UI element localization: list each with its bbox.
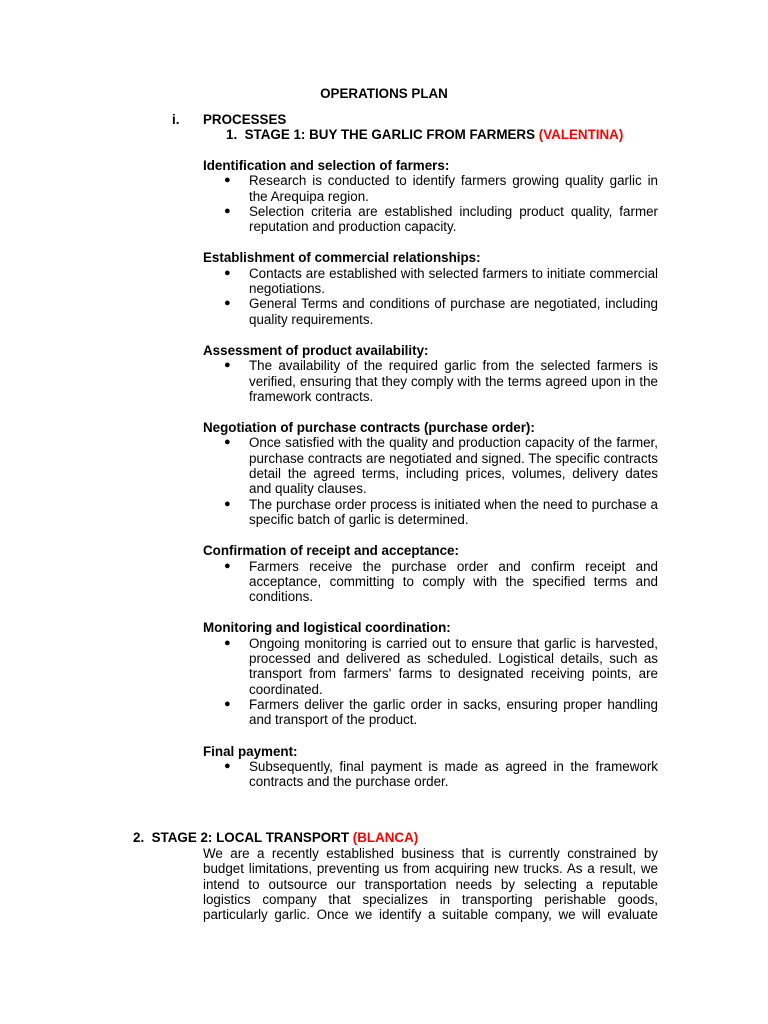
list-item: ● Research is conducted to identify farmers growing quality garlic in the Arequipa region. [224, 173, 658, 204]
stage-2-label: STAGE 2: LOCAL TRANSPORT [151, 830, 350, 845]
stage-1-owner: (VALENTINA) [538, 127, 624, 142]
list-item: ● Subsequently, final payment is made as agreed in the framework contracts and the purchase order. [224, 758, 658, 790]
stage-2-owner: (BLANCA) [352, 830, 419, 845]
bullet-list [203, 636, 658, 728]
subsection-heading: Negotiation of purchase contracts (purchase order): [203, 420, 535, 436]
list-item: ● Ongoing monitoring is carried out to ensure that garlic is harvested, processed and delivered as scheduled. Logistical details, such as transport from farmers' farms to designated receiving points, are coordinated. [224, 635, 658, 697]
subsection-heading: Identification and selection of farmers: [203, 158, 450, 173]
subsection-heading: Establishment of commercial relationships: [203, 250, 481, 266]
bullet-icon: ● [224, 297, 231, 310]
list-item: ● Farmers receive the purchase order and confirm receipt and acceptance, committing to comply with the specified terms and conditions. [224, 558, 658, 605]
bullet-icon: ● [224, 759, 231, 772]
stage-1-heading [226, 127, 623, 142]
list-item: ● Selection criteria are established including product quality, farmer reputation and production capacity. [224, 203, 658, 235]
bullet-icon: ● [224, 636, 231, 649]
list-item: ● The purchase order process is initiated when the need to purchase a specific batch of garlic is determined. [224, 496, 658, 527]
subsection-heading: Monitoring and logistical coordination: [203, 620, 451, 636]
bullet-list [203, 266, 658, 327]
bullet-list [203, 358, 658, 404]
bullet-list [203, 559, 658, 605]
bullet-list [203, 173, 658, 234]
bullet-icon: ● [224, 174, 231, 187]
list-item: ● Contacts are established with selected farmers to initiate commercial negotiations. [224, 265, 658, 297]
bullet-icon: ● [224, 559, 231, 572]
page-title: OPERATIONS PLAN [320, 86, 448, 101]
bullet-list [203, 759, 658, 790]
list-item: ● Once satisfied with the quality and production capacity of the farmer, purchase contracts are negotiated and signed. The specific contracts detail the agreed terms, including prices, volumes, delivery dates and quality clauses. [224, 435, 658, 497]
subsection-heading: Final payment: [203, 743, 298, 759]
bullet-icon: ● [224, 266, 231, 279]
subsection-heading: Confirmation of receipt and acceptance: [203, 543, 459, 559]
section-number: i. [172, 112, 180, 127]
subsection-heading: Assessment of product availability: [203, 342, 429, 358]
list-item: ● General Terms and conditions of purchase are negotiated, including quality requirements. [224, 296, 658, 327]
stage-2-paragraph: We are a recently established business that is currently constrained by budget limitations, preventing us from acquiring new trucks. As a result, we intend to outsource our transportation needs by selecting a reputable logistics company that specializes in transporting perishable goods, particularly garlic. Once we identify a suitable company, we will evaluate [203, 846, 658, 923]
bullet-icon: ● [224, 204, 231, 217]
bullet-icon: ● [224, 359, 231, 372]
bullet-list [203, 435, 658, 527]
bullet-icon: ● [224, 497, 231, 510]
list-item: ● The availability of the required garlic from the selected farmers is verified, ensuring that they comply with the terms agreed upon in the framework contracts. [224, 358, 658, 404]
stage-2-heading [133, 830, 418, 845]
section-title: PROCESSES [203, 112, 287, 127]
bullet-icon: ● [224, 436, 231, 449]
stage-1-label: STAGE 1: BUY THE GARLIC FROM FARMERS [244, 127, 536, 142]
stage-1-number: 1. [226, 127, 238, 142]
stage-2-number: 2. [133, 830, 145, 845]
bullet-icon: ● [224, 697, 231, 710]
list-item: ● Farmers deliver the garlic order in sacks, ensuring proper handling and transport of the product. [224, 696, 658, 728]
stage-1-content [203, 158, 658, 805]
